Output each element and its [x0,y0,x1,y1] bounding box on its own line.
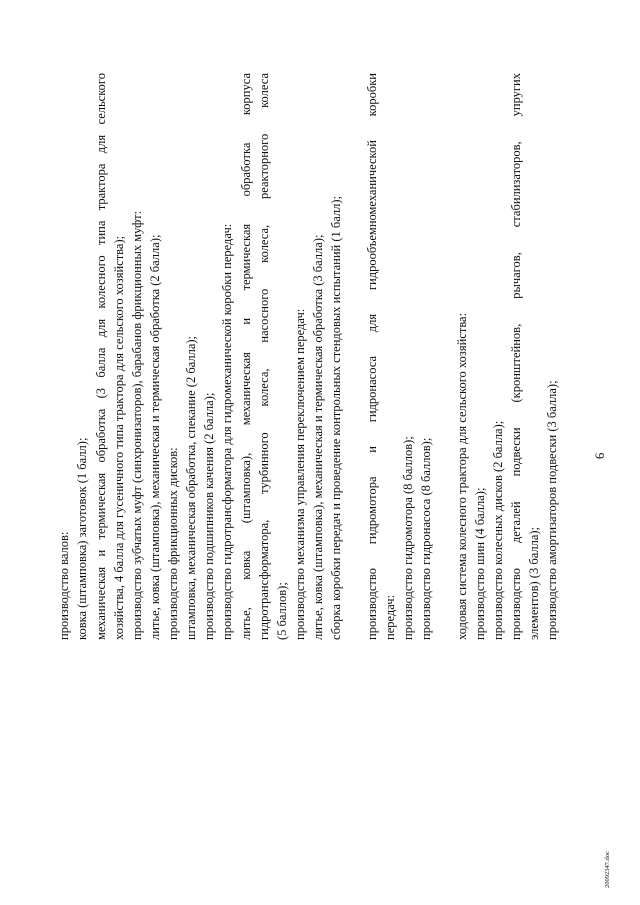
text-line: производство механизма управления переключением передач: [293,308,307,640]
text-line: производство гидромотора и гидронасоса для гидрообъемномеханической коробки [365,73,379,640]
text-line: производство фрикционных дисков: [166,447,180,640]
text-line: элементов) (3 балла); [527,526,541,640]
text-line: производство зубчатых муфт (синхронизаторов), барабанов фрикционных муфт: [130,210,144,640]
text-line: сборка коробки передач и проведение контрольных стендовых испытаний (1 балл); [329,195,343,640]
text-line: литье, ковка (штамповка), механическая и термическая обработка (2 балла); [148,234,162,640]
text-line: производство подшипников качения (2 балла); [202,392,216,640]
text-line: производство гидротрансформатора для гидромеханической коробки передач: [220,223,234,640]
text-line: ковка (штамповка) заготовок (1 балл); [75,437,89,640]
text-line: производство гидронасоса (8 баллов); [419,437,433,640]
text-line: механическая и термическая обработка (3 балла для колесного типа трактора для сельского [94,73,108,640]
text-line: производство гидромотора (8 баллов); [401,436,415,640]
text-line: литье, ковка (штамповка), механическая и термическая обработка корпуса [239,73,253,640]
text-line: ходовая система колесного трактора для сельского хозяйства: [455,312,469,640]
text-line: производство амортизаторов подвески (3 балла); [545,380,559,640]
text-line: производство валов: [57,531,71,640]
text-line: производство деталей подвески (кронштейнов, рычагов, стабилизаторов, упругих [509,73,523,640]
text-line: штамповка, механическая обработка, спекание (2 балла); [184,335,198,640]
text-line: передач: [383,594,397,640]
text-line: литье, ковка (штамповка), механическая и термическая обработка (3 балла); [311,234,325,640]
text-line: производство шин (4 балла); [473,487,487,640]
page-number: 6 [593,452,607,459]
footer-code: 20092347.doc [604,850,611,888]
text-line: производство колесных дисков (2 балла); [491,420,505,640]
text-line: гидротрансформатора, турбинного колеса, насосного колеса, реакторного колеса [257,73,271,640]
text-line: хозяйства, 4 балла для гусеничного типа трактора для сельского хозяйства); [112,235,126,640]
text-line: (5 баллов); [275,582,289,640]
